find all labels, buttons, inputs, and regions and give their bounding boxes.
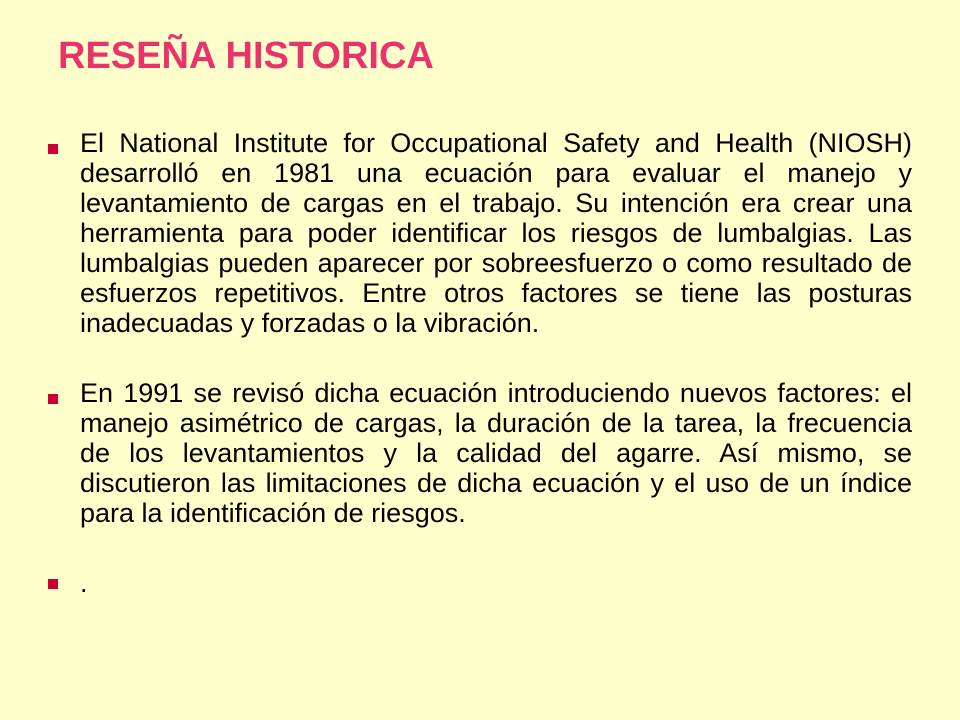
bullet-text: . — [80, 568, 88, 598]
bullet-list — [42, 128, 912, 598]
square-bullet-icon — [48, 144, 58, 154]
square-bullet-icon — [48, 579, 58, 589]
bullet-text: El National Institute for Occupational Safety and Health (NIOSH) desarrolló en 1981 una ecuación para evaluar el manejo y levantamiento de cargas en el trabajo. Su intención era crear una herramienta para poder identificar los riesgos de lumbalgias. Las lumbalgias pueden aparecer por sobreesfuerzo o como resultado de esfuerzos repetitivos. Entre otros factores se tiene las posturas inadecuadas y forzadas o la vibración. — [80, 128, 912, 338]
slide-title: RESEÑA HISTORICA — [58, 35, 434, 77]
bullet-item-revision-1991 — [42, 378, 912, 528]
bullet-text: En 1991 se revisó dicha ecuación introduciendo nuevos factores: el manejo asimétrico de cargas, la duración de la tarea, la frecuencia de los levantamientos y la calidad del agarre. Así mismo, se discutieron las limitaciones de dicha ecuación y el uso de un índice para la identificación de riesgos. — [80, 378, 912, 528]
bullet-item-niosh-1981 — [42, 128, 912, 338]
square-bullet-icon — [48, 394, 58, 404]
bullet-item-empty — [42, 568, 912, 598]
